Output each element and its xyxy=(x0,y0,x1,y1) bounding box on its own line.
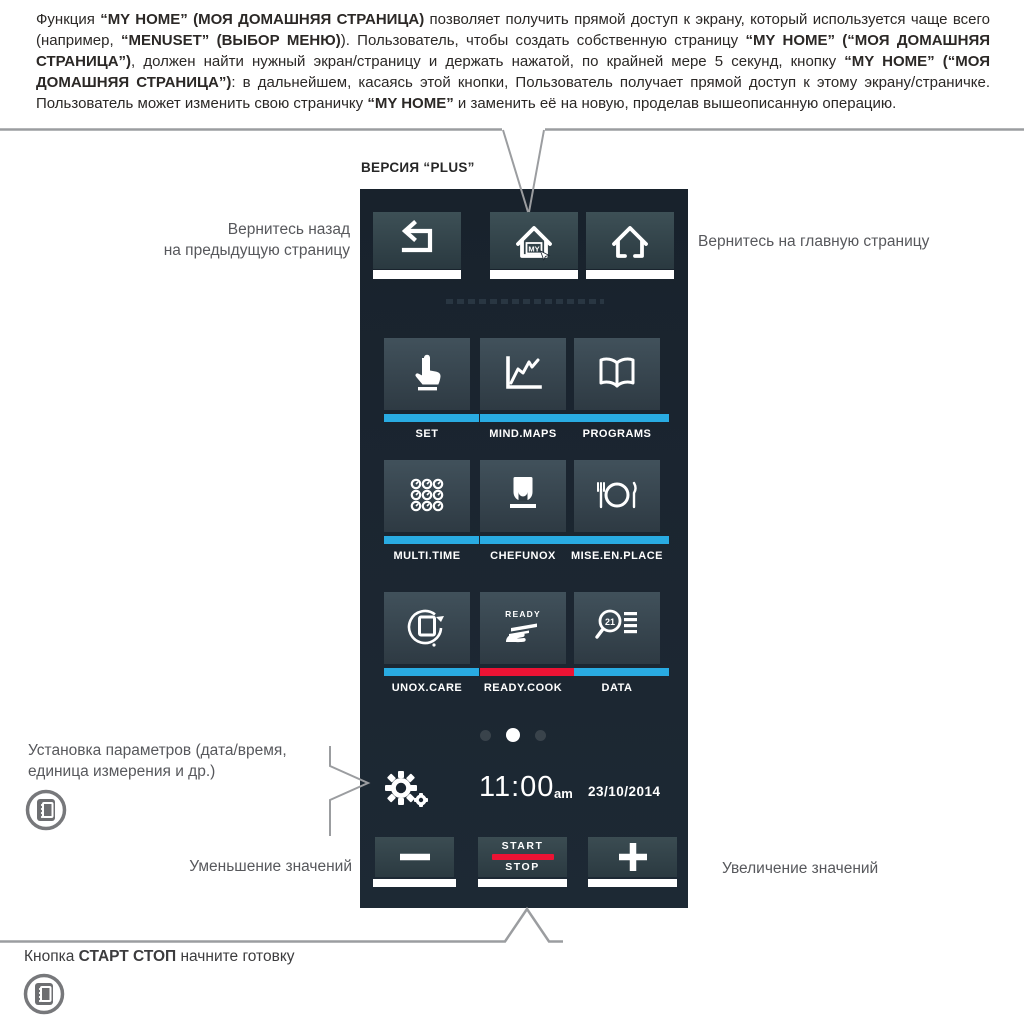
button-underline xyxy=(373,270,461,279)
tile-underline xyxy=(480,536,575,544)
annotation-decrease: Уменьшение значений xyxy=(189,858,352,875)
manual-booklet-icon xyxy=(22,972,66,1016)
tile-underline xyxy=(574,668,669,676)
tile-unox-care[interactable] xyxy=(384,592,479,694)
back-button[interactable] xyxy=(373,212,461,269)
tile-label: MULTI.TIME xyxy=(393,550,461,562)
tile-set[interactable] xyxy=(384,338,479,440)
tile-data[interactable] xyxy=(574,592,669,694)
start-stop-button[interactable] xyxy=(478,837,567,877)
tile-label: MIND.MAPS xyxy=(489,428,557,440)
start-stop-red-bar xyxy=(492,854,554,860)
tile-label: UNOX.CARE xyxy=(391,682,463,694)
my-home-icon xyxy=(507,219,561,263)
start-label: START xyxy=(501,840,544,852)
tile-label: PROGRAMS xyxy=(582,428,652,440)
tile-label: DATA xyxy=(601,682,633,694)
plus-icon xyxy=(610,840,656,874)
increase-button[interactable] xyxy=(588,837,677,877)
back-arrow-icon xyxy=(390,219,444,263)
svg-text:READY: READY xyxy=(505,609,541,619)
button-underline xyxy=(490,270,578,279)
home-icon xyxy=(603,219,657,263)
button-underline xyxy=(588,879,677,887)
settings-gear-icon[interactable] xyxy=(383,770,429,808)
page-dot[interactable] xyxy=(480,730,491,741)
refresh-square-icon xyxy=(384,592,470,664)
set-hand-icon xyxy=(384,338,470,410)
annotation-back: Вернитесь назад на предыдущую страницу xyxy=(163,221,350,259)
clock-time: 11:00 xyxy=(479,771,555,803)
tile-multi-time[interactable] xyxy=(384,460,479,562)
version-label: ВЕРСИЯ “PLUS” xyxy=(361,160,475,175)
button-underline xyxy=(373,879,456,887)
tile-underline xyxy=(574,414,669,422)
tile-mind-maps[interactable] xyxy=(480,338,575,440)
multi-clocks-icon xyxy=(384,460,470,532)
start-stop-caption: Кнопка СТАРТ СТОП начните готовку xyxy=(24,948,295,965)
button-underline xyxy=(478,879,567,887)
tile-label: MISE.EN.PLACE xyxy=(570,550,664,562)
my-home-button[interactable] xyxy=(490,212,578,269)
tile-ready-cook[interactable] xyxy=(480,592,575,694)
button-underline xyxy=(586,270,674,279)
tile-underline xyxy=(480,414,575,422)
open-book-icon xyxy=(574,338,660,410)
tile-underline xyxy=(384,668,479,676)
tile-label: CHEFUNOX xyxy=(490,550,556,562)
svg-text:21: 21 xyxy=(604,617,616,627)
oven-touchscreen-panel xyxy=(360,189,688,908)
svg-text:MY: MY xyxy=(528,244,540,253)
start-stop-callout-line xyxy=(0,909,563,942)
clock-meridiem: am xyxy=(554,786,573,801)
chef-hat-icon xyxy=(480,460,566,532)
tile-programs[interactable] xyxy=(574,338,669,440)
chart-line-icon xyxy=(480,338,566,410)
tile-underline xyxy=(384,414,479,422)
annotation-settings: Установка параметров (дата/время, единица измерения и др.) xyxy=(28,742,287,780)
intro-paragraph: Функция “MY HOME” (МОЯ ДОМАШНЯЯ СТРАНИЦА) позволяет получить прямой доступ к экрану, который используется чаще всего (например, “MENUSET” (ВЫБОР МЕНЮ)). Пользователь, чтобы создать собственную страницу “MY HOME” (“МОЯ ДОМАШНЯЯ СТРАНИЦА”), должен найти нужный экран/страницу и держать нажатой, по крайней мере 5 секунд, кнопку “MY HOME” (“МОЯ ДОМАШНЯЯ СТРАНИЦА”): в дальнейшем, касаясь этой кнопки, Пользователь получает прямой доступ к этому экрану/страничке. Пользователь может изменить свою страничку “MY HOME” и заменить её на новую, проделав вышеописанную операцию. xyxy=(36,11,991,112)
stop-label: STOP xyxy=(505,861,540,873)
page-dot-active[interactable] xyxy=(506,728,520,742)
annotation-increase: Увеличение значений xyxy=(722,860,879,877)
tile-underline xyxy=(384,536,479,544)
home-button[interactable] xyxy=(586,212,674,269)
tile-underline-red xyxy=(480,668,575,676)
clock-date: 23/10/2014 xyxy=(588,784,661,799)
page-dot[interactable] xyxy=(535,730,546,741)
tile-label: SET xyxy=(415,428,439,440)
plate-cutlery-icon xyxy=(574,460,660,532)
pagination-dots xyxy=(480,728,546,742)
faint-ghost-text xyxy=(446,299,604,304)
tile-chefunox[interactable] xyxy=(480,460,575,562)
tile-underline xyxy=(574,536,669,544)
ready-hand-tray-icon xyxy=(480,592,566,664)
tile-label: READY.COOK xyxy=(483,682,563,694)
annotation-home: Вернитесь на главную страницу xyxy=(698,233,930,250)
manual-booklet-icon xyxy=(24,788,68,832)
magnifier-list-icon xyxy=(574,592,660,664)
tile-mise-en-place[interactable] xyxy=(570,460,669,562)
minus-icon xyxy=(392,842,438,872)
decrease-button[interactable] xyxy=(375,837,454,877)
